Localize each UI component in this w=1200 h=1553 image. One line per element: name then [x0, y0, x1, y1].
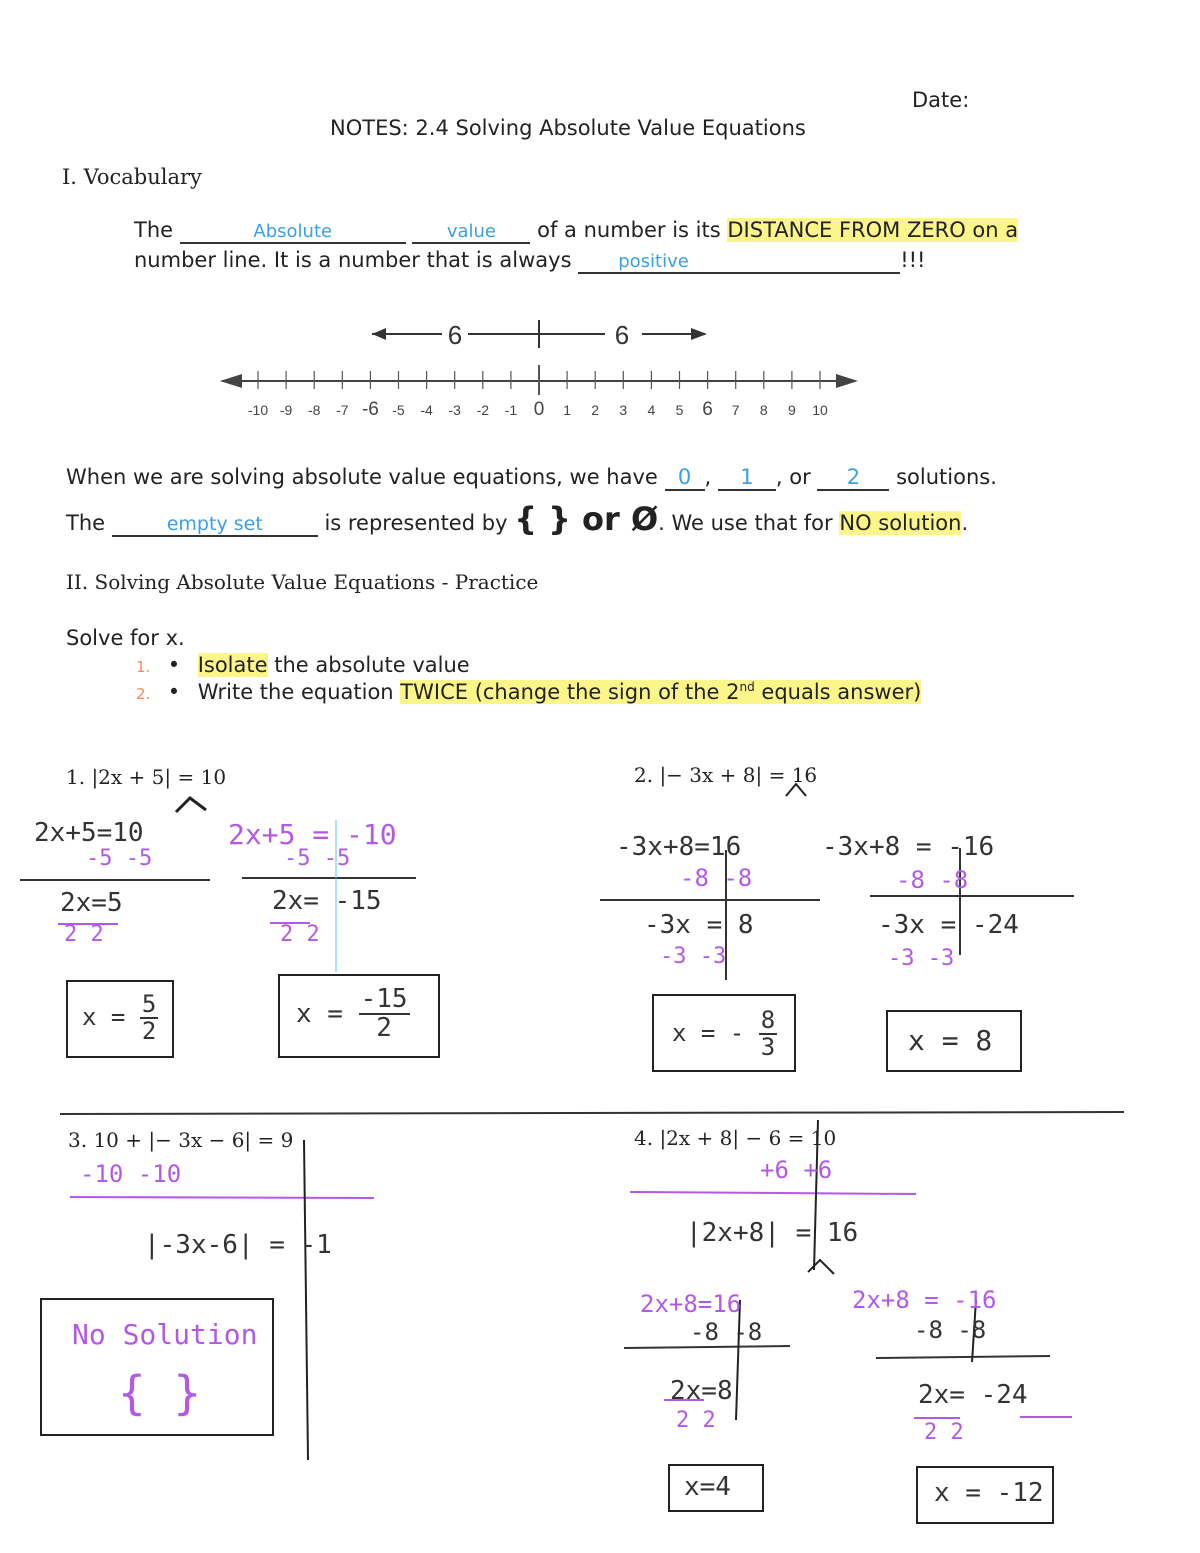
- number-line-tick-label: 4: [647, 402, 656, 418]
- vocab-mid: of a number is its: [537, 218, 721, 242]
- p3-no-solution: No Solution: [72, 1318, 258, 1351]
- no-solution-highlight: NO solution: [839, 511, 962, 535]
- number-line-tick-label: 5: [675, 402, 684, 418]
- solutions-line-2: [66, 500, 968, 538]
- number-line-tick-label: 3: [619, 402, 628, 418]
- p4-add: +6 +6: [760, 1156, 833, 1184]
- p2-left-answer: [672, 1008, 777, 1060]
- p1-right-divide: 2 2: [280, 922, 320, 947]
- right-distance-label: 6: [614, 320, 630, 350]
- p2-right-subtract: -8 -8: [896, 866, 969, 894]
- p4-left-divide: 2 2: [676, 1408, 716, 1433]
- step-2-highlight: [400, 680, 921, 704]
- number-line-tick-label: 8: [759, 402, 768, 418]
- empty-set-the: The: [66, 511, 106, 535]
- left-distance-label: 6: [447, 320, 463, 350]
- number-line-tick-label: 10: [812, 402, 828, 418]
- number-line: [210, 310, 870, 430]
- line2-end-a: . We use that for: [658, 511, 833, 535]
- number-line-tick-label: -7: [336, 402, 349, 418]
- solutions-end: solutions.: [896, 465, 997, 489]
- number-line-tick-label: -3: [448, 402, 461, 418]
- p3-result: |-3x-6| = -1: [144, 1230, 332, 1260]
- p1-right-equation: 2x+5 = -10: [228, 818, 397, 851]
- number-line-tick-label: -1: [504, 402, 518, 418]
- vocab-highlight: DISTANCE FROM ZERO on a: [727, 218, 1019, 242]
- p1-right-answer-num: -15: [360, 984, 408, 1014]
- vocab-line-2: [134, 248, 925, 274]
- number-line-tick-label: -2: [476, 402, 490, 418]
- p1-right-answer-box: [278, 974, 440, 1058]
- solutions-line-1: When we are solving absolute value equations, we have 0 , 1 , or 2 solutions.: [66, 465, 997, 489]
- solutions-text: When we are solving absolute value equations, we have: [66, 465, 658, 489]
- blank-zero: 0: [665, 465, 705, 491]
- p4-right-subtract: -8 -8: [914, 1316, 987, 1344]
- problem-4-label: 4. |2x + 8| − 6 = 10: [634, 1126, 837, 1150]
- p1-right-subtract: -5 -5: [284, 846, 351, 871]
- number-line-tick-label: 6: [702, 399, 713, 420]
- step-2-sup: nd: [739, 680, 755, 694]
- distance-arrows: [372, 320, 707, 348]
- blank-two: 2: [817, 465, 889, 491]
- step-1-number: 1.: [136, 658, 151, 676]
- p3-subtract: -10 -10: [80, 1160, 182, 1188]
- number-line-tick-label: -4: [420, 402, 433, 418]
- p4-left-answer: x=4: [684, 1472, 731, 1502]
- step-2-end: equals answer): [761, 680, 922, 704]
- p3-empty-set: { }: [118, 1366, 202, 1420]
- axis-left-arrow: [220, 374, 242, 388]
- p2-right-equation: -3x+8 = -16: [822, 832, 995, 862]
- vocab-the: The: [134, 218, 174, 242]
- p2-left-divide: -3 -3: [660, 944, 727, 969]
- vocab-line2-start: number line. It is a number that is always: [134, 248, 572, 272]
- step-2-number: 2.: [136, 685, 151, 703]
- p4-left-answer-box: [668, 1464, 764, 1512]
- bullet-icon: •: [167, 653, 181, 677]
- problem-3-label: 3. 10 + |− 3x − 6| = 9: [68, 1128, 294, 1152]
- p4-result: |2x+8| = 16: [686, 1218, 859, 1248]
- p1-left-answer-box: [66, 980, 174, 1058]
- p2-right-divide: -3 -3: [888, 946, 955, 971]
- axis-right-arrow: [836, 374, 858, 388]
- date-label: Date:: [912, 88, 970, 112]
- p1-left-divide: 2 2: [64, 922, 104, 947]
- p2-left-answer-box: [652, 994, 796, 1072]
- p1-right-answer-lhs: x =: [296, 998, 343, 1029]
- blank-one: 1: [718, 465, 776, 491]
- p1-left-answer-num: 5: [141, 990, 157, 1018]
- page-title: NOTES: 2.4 Solving Absolute Value Equations: [330, 116, 806, 140]
- number-line-tick-label: -10: [247, 402, 269, 418]
- problem-2-label: 2. |− 3x + 8| = 16: [634, 763, 818, 787]
- practice-heading: II. Solving Absolute Value Equations - Practice: [66, 570, 539, 594]
- p1-right-answer-den: 2: [376, 1013, 392, 1044]
- p2-right-answer: x = 8: [908, 1024, 993, 1057]
- blank-value: value: [412, 221, 530, 244]
- number-line-tick-label: -6: [361, 399, 379, 420]
- p2-left-equation: -3x+8=16: [616, 832, 742, 862]
- p2-left-answer-lhs: x = -: [672, 1019, 745, 1048]
- p1-left-answer-lhs: x =: [82, 1003, 126, 1032]
- p4-left-result: 2x=8: [670, 1376, 733, 1406]
- number-line-tick-label: 7: [731, 402, 740, 418]
- p2-left-answer-num: 8: [760, 1006, 776, 1034]
- step-1: [136, 653, 470, 677]
- p1-right-answer: [296, 986, 410, 1043]
- p4-right-equation: 2x+8 = -16: [852, 1286, 997, 1314]
- solutions-or: , or: [775, 465, 811, 489]
- p1-right-result: 2x= -15: [272, 886, 382, 916]
- blank-empty-set: empty set: [112, 513, 318, 537]
- blank-absolute: Absolute: [180, 221, 406, 244]
- vocab-line2-end: !!!: [900, 248, 926, 272]
- blank-positive: positive: [578, 251, 900, 274]
- p4-left-equation: 2x+8=16: [640, 1290, 742, 1318]
- vocab-heading: I. Vocabulary: [62, 165, 202, 189]
- number-line-tick-label: -9: [279, 402, 293, 418]
- p2-left-answer-den: 3: [760, 1033, 776, 1062]
- vocab-line-1: [134, 218, 1018, 244]
- step-1-isolate: Isolate: [197, 653, 268, 677]
- p1-left-answer-den: 2: [141, 1017, 157, 1046]
- number-line-tick-label: -5: [392, 402, 405, 418]
- step-2: [136, 680, 921, 704]
- p2-left-subtract: -8 -8: [680, 864, 753, 892]
- number-line-tick-label: 0: [533, 399, 545, 420]
- p4-left-subtract: -8 -8: [690, 1318, 763, 1346]
- bullet-icon: •: [167, 680, 181, 704]
- p4-right-answer-box: [916, 1466, 1054, 1524]
- p1-left-result: 2x=5: [60, 888, 123, 918]
- step-1-rest: the absolute value: [274, 653, 470, 677]
- empty-set-symbol: { } or Ø: [514, 500, 659, 538]
- represented-by: is represented by: [324, 511, 508, 535]
- p2-right-result: -3x = -24: [878, 910, 1019, 940]
- solve-for-x: Solve for x.: [66, 626, 185, 650]
- number-line-tick-label: -8: [307, 402, 321, 418]
- number-line-tick-label: 1: [563, 402, 571, 418]
- p3-answer-box: [40, 1298, 274, 1436]
- step-2-text: Write the equation: [197, 680, 394, 704]
- step-2-twice: TWICE (change the sign of the 2: [400, 680, 740, 704]
- number-line-tick-label: 2: [591, 402, 600, 418]
- p4-right-divide: 2 2: [924, 1420, 964, 1445]
- p4-right-answer: x = -12: [934, 1478, 1044, 1508]
- p1-left-answer: [82, 992, 158, 1044]
- p4-right-result: 2x= -24: [918, 1380, 1028, 1410]
- p2-left-result: -3x = 8: [644, 910, 754, 940]
- problem-1-label: 1. |2x + 5| = 10: [66, 765, 227, 789]
- number-line-tick-label: 9: [788, 402, 796, 418]
- p1-left-subtract: -5 -5: [86, 846, 153, 871]
- line2-period: .: [961, 511, 969, 535]
- p2-right-answer-box: [886, 1010, 1022, 1072]
- p1-left-equation: 2x+5=10: [34, 818, 144, 848]
